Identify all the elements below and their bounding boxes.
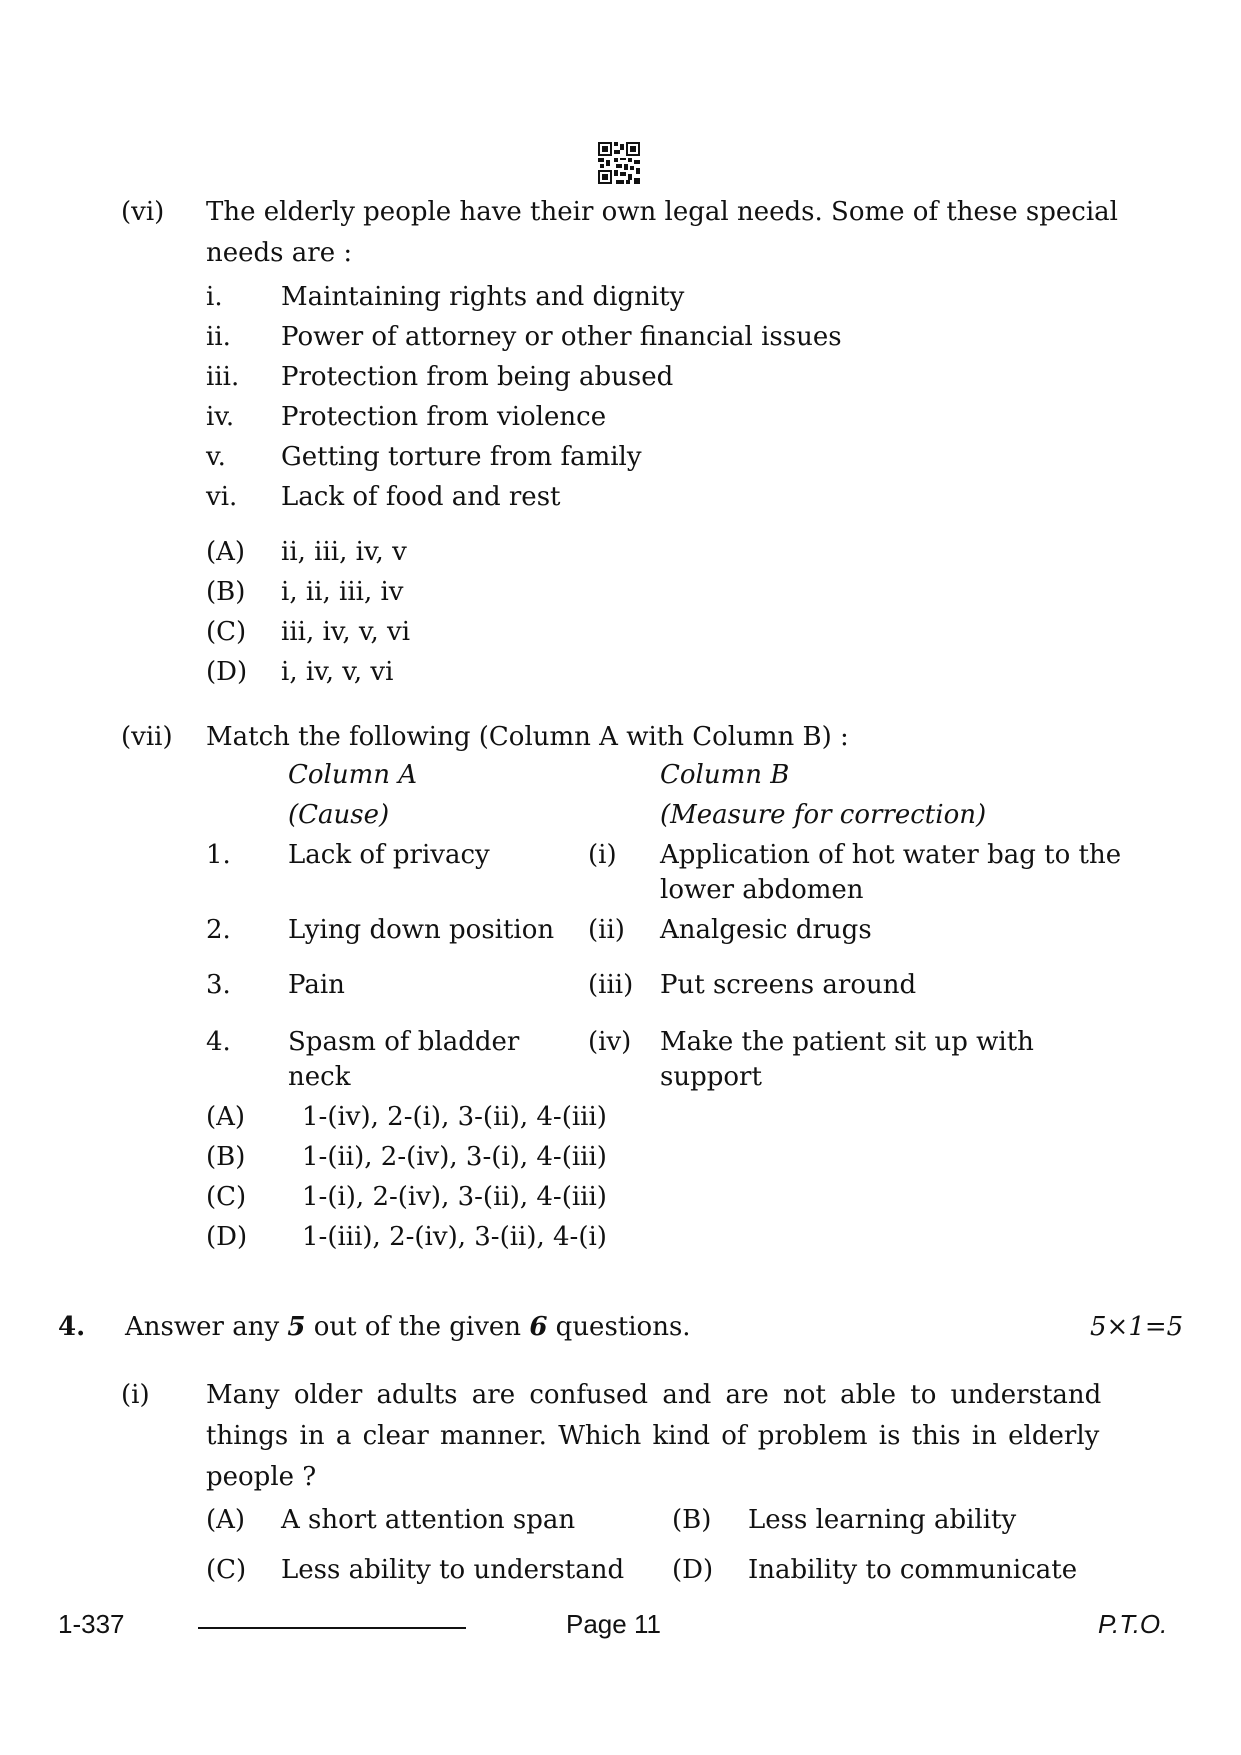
question-text: people ?	[206, 1462, 317, 1492]
question-text: The elderly people have their own legal needs. Some of these special	[206, 197, 1118, 227]
option-label: (D)	[206, 657, 248, 687]
row-roman: (iv)	[588, 1027, 632, 1057]
column-b-cell: Analgesic drugs	[660, 915, 872, 945]
page-number: Page 11	[566, 1609, 661, 1639]
option-label: (C)	[206, 1182, 247, 1212]
option-label: (A)	[206, 537, 246, 567]
column-a-cell: neck	[288, 1062, 351, 1092]
option-label: (C)	[206, 617, 247, 647]
column-b-cell: lower abdomen	[660, 875, 864, 905]
option-label: (D)	[672, 1555, 714, 1585]
column-a-cell: Spasm of bladder	[288, 1027, 520, 1057]
column-b-header: Column B	[660, 760, 790, 790]
marks-label: 5×1=5	[1090, 1312, 1184, 1342]
option-text: Less ability to understand	[281, 1555, 625, 1585]
option-text: A short attention span	[281, 1505, 576, 1535]
option-text: ii, iii, iv, v	[281, 537, 407, 567]
option-label: (A)	[206, 1102, 246, 1132]
column-b-cell: support	[660, 1062, 762, 1092]
row-roman: (ii)	[588, 915, 625, 945]
row-number: 4.	[206, 1027, 231, 1057]
row-roman: (i)	[588, 840, 617, 870]
list-item: Maintaining rights and dignity	[281, 282, 685, 312]
list-item: Lack of food and rest	[281, 482, 561, 512]
column-b-cell: Make the patient sit up with	[660, 1027, 1034, 1057]
list-item: Protection from violence	[281, 402, 607, 432]
option-text: 1-(ii), 2-(iv), 3-(i), 4-(iii)	[302, 1142, 607, 1172]
option-label: (D)	[206, 1222, 248, 1252]
question-heading: Answer any 5 out of the given 6 questions.	[125, 1312, 691, 1342]
row-number: 1.	[206, 840, 231, 870]
column-b-subheader: (Measure for correction)	[660, 800, 987, 830]
question-text: Many older adults are confused and are not able to understand	[206, 1380, 1102, 1410]
column-b-cell: Put screens around	[660, 970, 917, 1000]
qr-code-icon	[598, 142, 640, 184]
option-label: (B)	[672, 1505, 712, 1535]
column-b-cell: Application of hot water bag to the	[660, 840, 1122, 870]
question-text: Match the following (Column A with Column B) :	[206, 722, 849, 752]
option-label: (B)	[206, 1142, 246, 1172]
option-text: i, iv, v, vi	[281, 657, 394, 687]
row-number: 2.	[206, 915, 231, 945]
question-number: 4.	[58, 1312, 86, 1342]
paper-code: 1-337	[58, 1609, 125, 1639]
option-text: i, ii, iii, iv	[281, 577, 404, 607]
option-text: 1-(iv), 2-(i), 3-(ii), 4-(iii)	[302, 1102, 607, 1132]
pto-label: P.T.O.	[1098, 1609, 1168, 1639]
option-text: iii, iv, v, vi	[281, 617, 411, 647]
option-text: 1-(i), 2-(iv), 3-(ii), 4-(iii)	[302, 1182, 607, 1212]
option-text: Less learning ability	[748, 1505, 1017, 1535]
list-item-label: ii.	[206, 322, 231, 352]
row-roman: (iii)	[588, 970, 634, 1000]
column-a-cell: Pain	[288, 970, 345, 1000]
list-item-label: v.	[206, 442, 226, 472]
option-label: (C)	[206, 1555, 247, 1585]
column-a-cell: Lying down position	[288, 915, 555, 945]
list-item: Protection from being abused	[281, 362, 674, 392]
question-number: (i)	[121, 1380, 150, 1410]
option-label: (A)	[206, 1505, 246, 1535]
question-text: things in a clear manner. Which kind of problem is this in elderly	[206, 1421, 1100, 1451]
list-item: Getting torture from family	[281, 442, 642, 472]
column-a-header: Column A	[288, 760, 418, 790]
list-item-label: vi.	[206, 482, 238, 512]
question-number: (vii)	[121, 722, 173, 752]
list-item-label: iii.	[206, 362, 240, 392]
list-item-label: iv.	[206, 402, 235, 432]
column-a-subheader: (Cause)	[288, 800, 390, 830]
footer-divider	[198, 1627, 466, 1629]
column-a-cell: Lack of privacy	[288, 840, 490, 870]
option-label: (B)	[206, 577, 246, 607]
option-text: Inability to communicate	[748, 1555, 1078, 1585]
option-text: 1-(iii), 2-(iv), 3-(ii), 4-(i)	[302, 1222, 607, 1252]
question-text: needs are :	[206, 238, 353, 268]
list-item: Power of attorney or other financial issues	[281, 322, 842, 352]
row-number: 3.	[206, 970, 231, 1000]
question-number: (vi)	[121, 197, 165, 227]
list-item-label: i.	[206, 282, 223, 312]
